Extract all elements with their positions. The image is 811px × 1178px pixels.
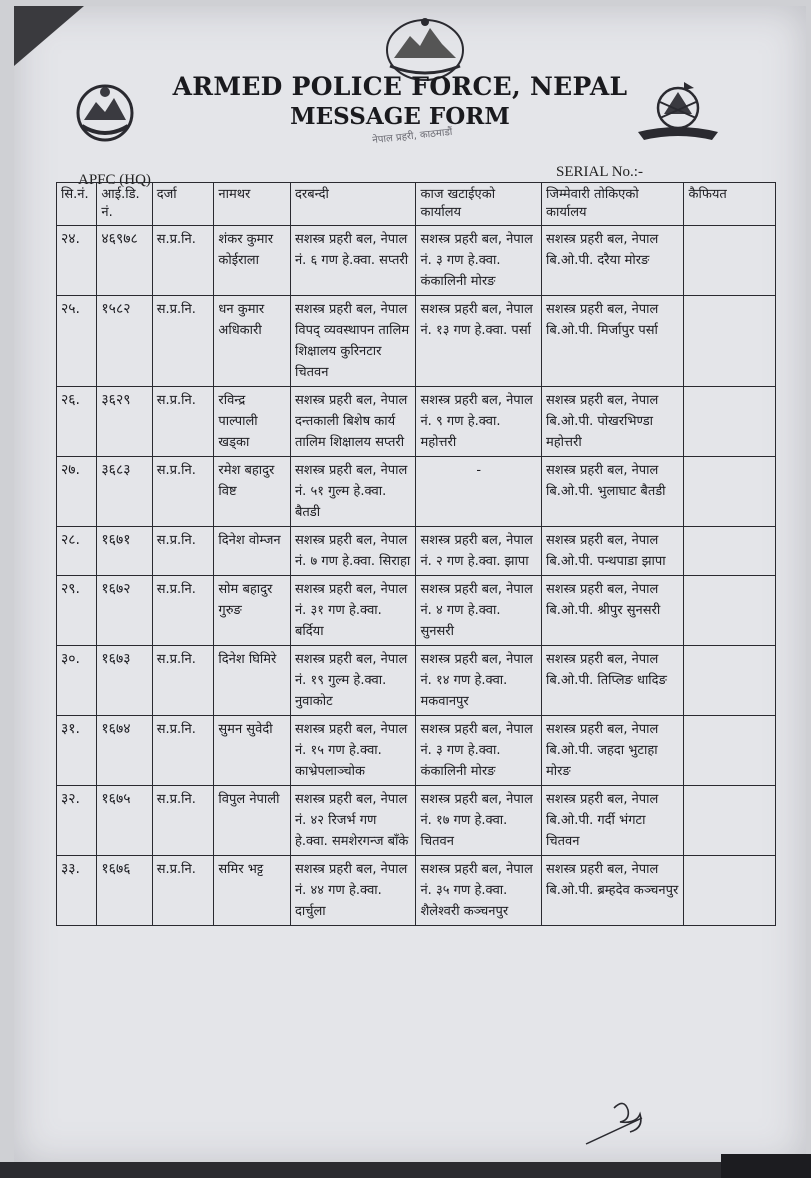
cell-resp: सशस्त्र प्रहरी बल, नेपाल बि.ओ.पी. श्रीपुर सुनसरी: [541, 576, 684, 646]
table-row: [57, 716, 776, 786]
cell-sent: सशस्त्र प्रहरी बल, नेपाल नं. १४ गण हे.क्वा. मकवानपुर: [416, 646, 542, 716]
cell-resp: सशस्त्र प्रहरी बल, नेपाल बि.ओ.पी. पोखरभिण्डा महोत्तरी: [541, 387, 684, 457]
cell-id: १६७३: [97, 646, 152, 716]
cell-name: सोम बहादुर गुरुङ: [214, 576, 291, 646]
cell-sn: २९.: [57, 576, 97, 646]
cell-rank: स.प्र.नि.: [152, 856, 214, 926]
bottom-edge: [0, 1162, 811, 1178]
cell-sent: सशस्त्र प्रहरी बल, नेपाल नं. १७ गण हे.क्वा. चितवन: [416, 786, 542, 856]
cell-post: सशस्त्र प्रहरी बल, नेपाल नं. ५१ गुल्म हे.क्वा. बैतडी: [290, 457, 416, 527]
table-row: [57, 646, 776, 716]
page-title: ARMED POLICE FORCE, NEPAL: [172, 72, 628, 101]
cell-name: धन कुमार अधिकारी: [214, 296, 291, 387]
cell-resp: सशस्त्र प्रहरी बल, नेपाल बि.ओ.पी. ब्रम्हदेव कञ्चनपुर: [541, 856, 684, 926]
cell-post: सशस्त्र प्रहरी बल, नेपाल नं. ४४ गण हे.क्वा. दार्चुला: [290, 856, 416, 926]
bottom-tab: [721, 1154, 811, 1178]
cell-sn: ३२.: [57, 786, 97, 856]
cell-id: १६७१: [97, 527, 152, 576]
table-row: [57, 296, 776, 387]
cell-sent: सशस्त्र प्रहरी बल, नेपाल नं. ४ गण हे.क्वा. सुनसरी: [416, 576, 542, 646]
cell-name: शंकर कुमार कोईराला: [214, 226, 291, 296]
cell-sn: २४.: [57, 226, 97, 296]
unit-label: APFC (HQ): [78, 172, 151, 188]
cell-sn: २५.: [57, 296, 97, 387]
cell-resp: सशस्त्र प्रहरी बल, नेपाल बि.ओ.पी. पन्थपाडा झापा: [541, 527, 684, 576]
cell-id: ३६२९: [97, 387, 152, 457]
stamp-text: नेपाल प्रहरी, काठमाडौं: [371, 126, 453, 147]
cell-rank: स.प्र.नि.: [152, 457, 214, 527]
column-header-serial: सि.नं.: [57, 183, 97, 226]
cell-remark: [684, 786, 776, 856]
cell-remark: [684, 226, 776, 296]
cell-id: ४६९७८: [97, 226, 152, 296]
cell-post: सशस्त्र प्रहरी बल, नेपाल नं. ३१ गण हे.क्वा. बर्दिया: [290, 576, 416, 646]
cell-name: रविन्द्र पाल्पाली खड्का: [214, 387, 291, 457]
cell-remark: [684, 296, 776, 387]
cell-sent: सशस्त्र प्रहरी बल, नेपाल नं. ३ गण हे.क्वा. कंकालिनी मोरङ: [416, 716, 542, 786]
cell-remark: [684, 387, 776, 457]
cell-remark: [684, 646, 776, 716]
cell-sent: सशस्त्र प्रहरी बल, नेपाल नं. २ गण हे.क्वा. झापा: [416, 527, 542, 576]
table-row: [57, 786, 776, 856]
cell-id: १६७६: [97, 856, 152, 926]
cell-remark: [684, 457, 776, 527]
column-header-remarks: कैफियत: [684, 183, 776, 226]
cell-post: सशस्त्र प्रहरी बल, नेपाल दन्तकाली बिशेष कार्य तालिम शिक्षालय सप्तरी: [290, 387, 416, 457]
cell-resp: सशस्त्र प्रहरी बल, नेपाल बि.ओ.पी. मिर्जापुर पर्सा: [541, 296, 684, 387]
page-fold-shadow: [14, 6, 84, 66]
cell-post: सशस्त्र प्रहरी बल, नेपाल नं. ७ गण हे.क्वा. सिराहा: [290, 527, 416, 576]
table-header-row: [57, 183, 776, 226]
government-seal-icon: [72, 80, 138, 146]
table-row: [57, 527, 776, 576]
column-header-rank: दर्जा: [152, 183, 214, 226]
column-header-deputed-office: काज खटाईएको कार्यालय: [416, 183, 542, 226]
column-header-name: नामथर: [214, 183, 291, 226]
cell-sn: २६.: [57, 387, 97, 457]
cell-resp: सशस्त्र प्रहरी बल, नेपाल बि.ओ.पी. दरैया मोरङ: [541, 226, 684, 296]
cell-sent: सशस्त्र प्रहरी बल, नेपाल नं. ३५ गण हे.क्वा. शैलेश्वरी कञ्चनपुर: [416, 856, 542, 926]
cell-rank: स.प्र.नि.: [152, 296, 214, 387]
cell-id: ३६८३: [97, 457, 152, 527]
cell-sent: -: [416, 457, 542, 527]
table-row: [57, 576, 776, 646]
cell-id: १६७५: [97, 786, 152, 856]
personnel-table: [56, 182, 776, 926]
cell-resp: सशस्त्र प्रहरी बल, नेपाल बि.ओ.पी. भुलाघाट बैतडी: [541, 457, 684, 527]
cell-sent: सशस्त्र प्रहरी बल, नेपाल नं. १३ गण हे.क्वा. पर्सा: [416, 296, 542, 387]
cell-remark: [684, 527, 776, 576]
cell-name: दिनेश घिमिरे: [214, 646, 291, 716]
cell-sent: सशस्त्र प्रहरी बल, नेपाल नं. ३ गण हे.क्वा. कंकालिनी मोरङ: [416, 226, 542, 296]
cell-sn: ३३.: [57, 856, 97, 926]
table-row: [57, 226, 776, 296]
cell-name: दिनेश वोम्जन: [214, 527, 291, 576]
cell-id: १५८२: [97, 296, 152, 387]
cell-resp: सशस्त्र प्रहरी बल, नेपाल बि.ओ.पी. गर्दी भंगटा चितवन: [541, 786, 684, 856]
cell-resp: सशस्त्र प्रहरी बल, नेपाल बि.ओ.पी. तिप्लिङ धादिङ: [541, 646, 684, 716]
cell-sn: २८.: [57, 527, 97, 576]
cell-rank: स.प्र.नि.: [152, 646, 214, 716]
cell-remark: [684, 856, 776, 926]
column-header-post: दरबन्दी: [290, 183, 416, 226]
cell-name: सुमन सुवेदी: [214, 716, 291, 786]
cell-post: सशस्त्र प्रहरी बल, नेपाल नं. १९ गुल्म हे.क्वा. नुवाकोट: [290, 646, 416, 716]
table-row: [57, 856, 776, 926]
column-header-id: आई.डि. नं.: [97, 183, 152, 226]
cell-sn: ३०.: [57, 646, 97, 716]
serial-label: SERIAL No.:-: [556, 164, 643, 180]
column-header-responsible-office: जिम्मेवारी तोकिएको कार्यालय: [541, 183, 684, 226]
table-row: [57, 457, 776, 527]
cell-name: विपुल नेपाली: [214, 786, 291, 856]
cell-id: १६७२: [97, 576, 152, 646]
cell-post: सशस्त्र प्रहरी बल, नेपाल नं. ६ गण हे.क्वा. सप्तरी: [290, 226, 416, 296]
cell-sn: ३१.: [57, 716, 97, 786]
cell-remark: [684, 576, 776, 646]
cell-name: समिर भट्ट: [214, 856, 291, 926]
cell-resp: सशस्त्र प्रहरी बल, नेपाल बि.ओ.पी. जहदा भुटाहा मोरङ: [541, 716, 684, 786]
cell-post: सशस्त्र प्रहरी बल, नेपाल नं. १५ गण हे.क्वा. काभ्रेपलाञ्चोक: [290, 716, 416, 786]
cell-post: सशस्त्र प्रहरी बल, नेपाल नं. ४२ रिजर्भ गण हे.क्वा. समशेरगन्ज बाँके: [290, 786, 416, 856]
table-row: [57, 387, 776, 457]
cell-rank: स.प्र.नि.: [152, 576, 214, 646]
cell-rank: स.प्र.नि.: [152, 786, 214, 856]
signature-icon: [584, 1098, 664, 1150]
form-subtitle: MESSAGE FORM: [290, 103, 510, 130]
cell-rank: स.प्र.नि.: [152, 716, 214, 786]
cell-name: रमेश बहादुर विष्ट: [214, 457, 291, 527]
cell-id: १६७४: [97, 716, 152, 786]
cell-post: सशस्त्र प्रहरी बल, नेपाल विपद् व्यवस्थापन तालिम शिक्षालय कुरिनटार चितवन: [290, 296, 416, 387]
apf-crest-icon: [632, 78, 724, 144]
cell-rank: स.प्र.नि.: [152, 387, 214, 457]
cell-sn: २७.: [57, 457, 97, 527]
cell-remark: [684, 716, 776, 786]
cell-rank: स.प्र.नि.: [152, 527, 214, 576]
cell-rank: स.प्र.नि.: [152, 226, 214, 296]
cell-sent: सशस्त्र प्रहरी बल, नेपाल नं. ९ गण हे.क्वा. महोत्तरी: [416, 387, 542, 457]
